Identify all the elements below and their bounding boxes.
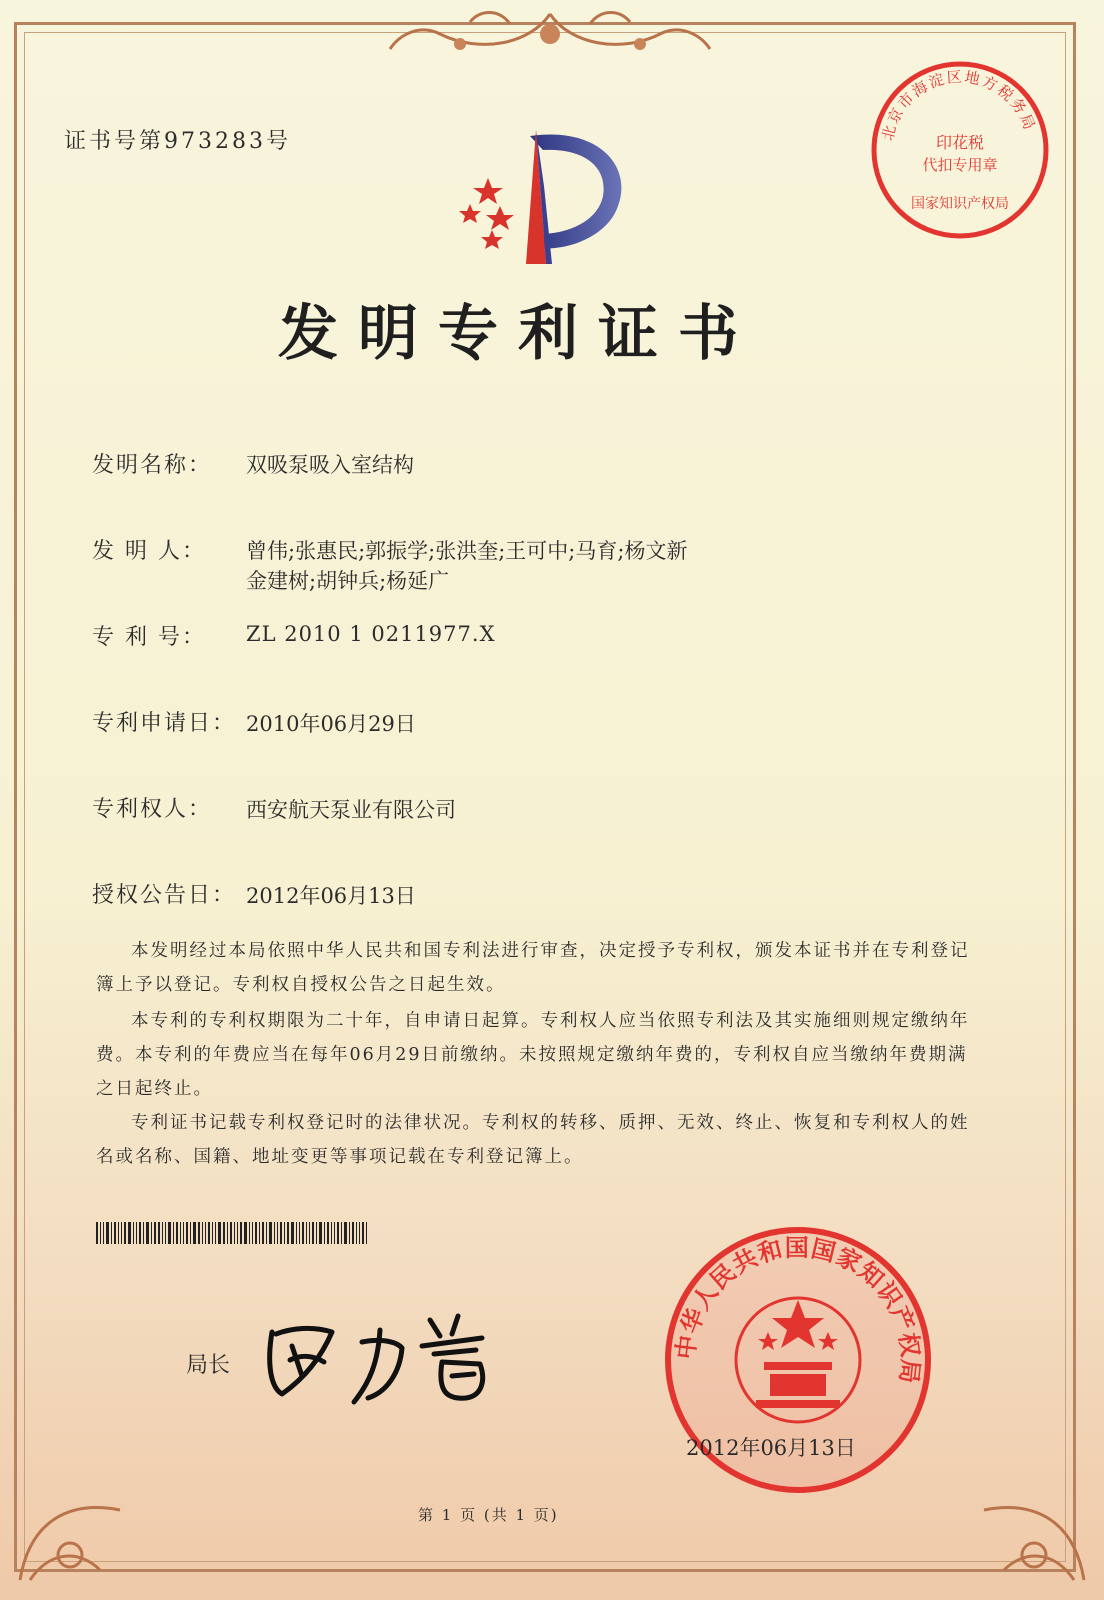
barcode-bar xyxy=(158,1222,160,1244)
barcode-bar xyxy=(259,1222,260,1244)
barcode-bar xyxy=(309,1222,310,1244)
barcode-bar xyxy=(274,1222,275,1244)
barcode-bar xyxy=(173,1222,174,1244)
inventors-label: 发 明 人： xyxy=(92,539,206,564)
barcode-bar xyxy=(356,1222,357,1244)
barcode-bar xyxy=(262,1222,264,1244)
barcode-bar xyxy=(198,1222,200,1244)
patentee: 西安航天泵业有限公司 xyxy=(246,798,456,822)
barcode-bar xyxy=(366,1222,367,1244)
bottom-left-ornament-icon xyxy=(10,1440,140,1590)
director-label: 局长 xyxy=(186,1353,231,1378)
top-ornament-icon xyxy=(360,4,740,70)
barcode-bar xyxy=(341,1222,342,1244)
barcode-bar xyxy=(349,1222,350,1244)
barcode-bar xyxy=(269,1222,272,1244)
barcode-bar xyxy=(230,1222,232,1244)
barcode-bar xyxy=(111,1222,112,1244)
barcode-bar xyxy=(249,1222,250,1244)
barcode-bar xyxy=(118,1222,119,1244)
barcode-bar xyxy=(205,1222,206,1244)
application-date-label: 专利申请日： xyxy=(92,711,237,736)
barcode-bar xyxy=(255,1222,257,1244)
barcode-bar xyxy=(162,1222,163,1244)
tax-stamp-center-line1: 印花税 xyxy=(935,133,985,152)
barcode-bar xyxy=(227,1222,228,1244)
patent-number-label: 专 利 号： xyxy=(92,625,206,650)
paragraph-term: 本专利的专利权期限为二十年，自申请日起算。专利权人应当依照专利法及其实施细则规定缴纳年费。本专利的年费应当在每年06月29日前缴纳。未按照规定缴纳年费的，专利权自应当缴纳年费期满之日起终止。 xyxy=(96,1011,970,1099)
barcode-bar xyxy=(352,1222,354,1244)
tax-stamp-icon xyxy=(868,58,1052,242)
barcode-bar xyxy=(208,1222,210,1244)
tax-stamp-center-line2: 代扣专用章 xyxy=(922,156,998,174)
barcode-bar xyxy=(277,1222,278,1244)
barcode-bar xyxy=(312,1222,314,1244)
barcode-bar xyxy=(319,1222,322,1244)
barcode-bar xyxy=(302,1222,304,1244)
barcode-bar xyxy=(240,1222,242,1244)
barcode-bar xyxy=(218,1222,221,1244)
barcode-bar xyxy=(103,1222,104,1244)
barcode-bar xyxy=(176,1222,178,1244)
barcode-bar xyxy=(244,1222,247,1244)
barcode-bar xyxy=(291,1222,294,1244)
barcode-bar xyxy=(284,1222,285,1244)
barcode-bar xyxy=(133,1222,134,1244)
barcode-bar xyxy=(202,1222,203,1244)
barcode-bar xyxy=(359,1222,360,1244)
director-signature xyxy=(262,1302,522,1412)
barcode-bar xyxy=(234,1222,235,1244)
barcode-bar xyxy=(331,1222,332,1244)
barcode-bar xyxy=(168,1222,171,1244)
barcode-bar xyxy=(280,1222,282,1244)
barcode-bar xyxy=(327,1222,329,1244)
patentee-label: 专利权人： xyxy=(92,797,213,822)
barcode-bar xyxy=(223,1222,225,1244)
page-number: 第 1 页 (共 1 页) xyxy=(418,1506,559,1524)
barcode-bar xyxy=(296,1222,297,1244)
barcode-bar xyxy=(183,1222,184,1244)
barcode-bar xyxy=(114,1222,116,1244)
barcode-bar xyxy=(287,1222,289,1244)
barcode-bar xyxy=(337,1222,339,1244)
barcode-bar xyxy=(324,1222,325,1244)
invention-name-label: 发明名称： xyxy=(92,453,213,478)
barcode-bar xyxy=(96,1222,98,1244)
barcode-bar xyxy=(316,1222,317,1244)
inventors-line2: 金建树;胡钟兵;杨延广 xyxy=(246,569,450,593)
barcode-bar xyxy=(143,1222,144,1244)
barcode-bar xyxy=(180,1222,181,1244)
barcode-bar xyxy=(165,1222,166,1244)
barcode-bar xyxy=(344,1222,347,1244)
barcode-bar xyxy=(106,1222,109,1244)
seal-ring-text: 中华人民共和国国家知识产权局 xyxy=(671,1233,925,1386)
barcode-bar xyxy=(139,1222,141,1244)
barcode xyxy=(96,1222,448,1244)
barcode-bar xyxy=(266,1222,267,1244)
barcode-bar xyxy=(193,1222,196,1244)
seal-date: 2012年06月13日 xyxy=(686,1436,856,1460)
invention-name: 双吸泵吸入室结构 xyxy=(246,453,414,477)
patent-office-logo-icon xyxy=(448,126,638,276)
barcode-bar xyxy=(299,1222,300,1244)
grant-date-label: 授权公告日： xyxy=(92,883,237,908)
bottom-right-ornament-icon xyxy=(964,1440,1094,1590)
barcode-bar xyxy=(252,1222,253,1244)
certificate-number: 证书号第973283号 xyxy=(64,129,291,154)
patent-number: ZL 2010 1 0211977.X xyxy=(246,622,496,646)
application-date: 2010年06月29日 xyxy=(246,712,416,736)
paragraph-review: 本发明经过本局依照中华人民共和国专利法进行审查，决定授予专利权，颁发本证书并在专利登记簿上予以登记。专利权自授权公告之日起生效。 xyxy=(96,941,970,995)
barcode-bar xyxy=(124,1222,126,1244)
barcode-bar xyxy=(154,1222,156,1244)
barcode-bar xyxy=(186,1222,188,1244)
barcode-bar xyxy=(146,1222,149,1244)
barcode-bar xyxy=(362,1222,364,1244)
barcode-bar xyxy=(306,1222,307,1244)
svg-text:北京市海淀区地方税务局 xyxy=(878,68,1039,143)
document-title: 发明专利证书 xyxy=(278,299,758,369)
barcode-bar xyxy=(100,1222,101,1244)
tax-stamp-lower-text: 国家知识产权局 xyxy=(911,196,1009,212)
paragraph-legal-status: 专利证书记载专利权登记时的法律状况。专利权的转移、质押、无效、终止、恢复和专利权人的姓名或名称、国籍、地址变更等事项记载在专利登记簿上。 xyxy=(96,1113,970,1167)
barcode-bar xyxy=(190,1222,191,1244)
barcode-bar xyxy=(151,1222,152,1244)
barcode-bar xyxy=(136,1222,137,1244)
barcode-bar xyxy=(128,1222,131,1244)
barcode-bar xyxy=(121,1222,122,1244)
barcode-bar xyxy=(212,1222,213,1244)
tax-stamp-ring-text: 北京市海淀区地方税务局 xyxy=(878,67,1040,143)
grant-date: 2012年06月13日 xyxy=(246,884,416,908)
barcode-bar xyxy=(237,1222,238,1244)
barcode-bar xyxy=(334,1222,335,1244)
barcode-bar xyxy=(215,1222,216,1244)
inventors-line1: 曾伟;张惠民;郭振学;张洪奎;王可中;马育;杨文新 xyxy=(246,539,688,563)
